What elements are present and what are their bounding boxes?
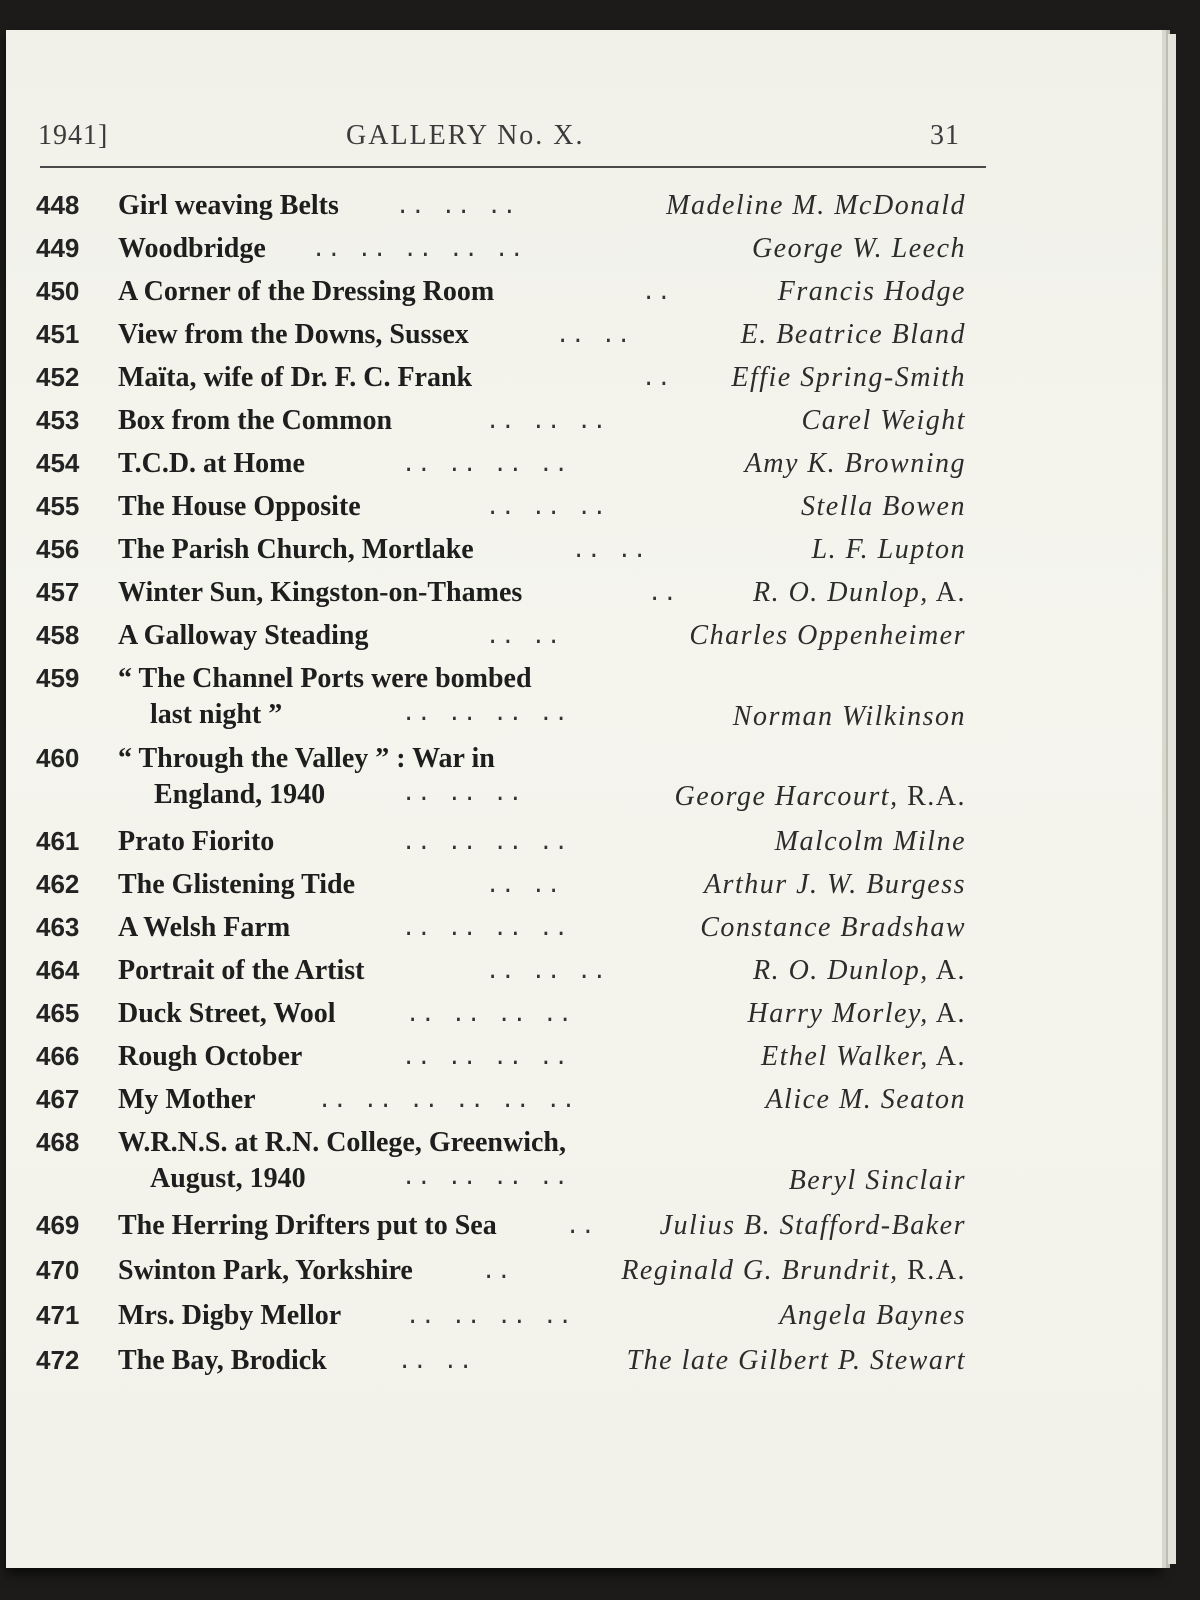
entry-number: 457 <box>36 577 80 607</box>
list-item <box>6 1345 1162 1385</box>
entry-number: 448 <box>36 190 80 220</box>
entry-number: 459 <box>36 663 80 693</box>
entry-title: “ Through the Valley ” : War in England, 1940 <box>118 743 495 810</box>
list-item <box>6 319 1162 359</box>
list-item <box>6 1255 1162 1295</box>
entry-number: 472 <box>36 1345 80 1375</box>
entry-title: Box from the Common <box>118 405 393 436</box>
leader-dots: .. .. .. .. <box>406 1304 574 1329</box>
entry-title: Swinton Park, Yorkshire <box>118 1255 413 1286</box>
entry-title: Maïta, wife of Dr. F. C. Frank <box>118 362 473 393</box>
entry-artist: Ethel Walker, A. <box>761 1041 966 1072</box>
leader-dots: .. <box>642 366 673 391</box>
list-item <box>6 448 1162 488</box>
leader-dots: .. .. <box>556 323 633 348</box>
list-item <box>6 1041 1162 1081</box>
entry-artist: Arthur J. W. Burgess <box>703 869 966 900</box>
entry-title: The Parish Church, Mortlake <box>118 534 474 565</box>
entry-title: Winter Sun, Kingston-on-Thames <box>118 577 523 608</box>
entry-number: 450 <box>36 276 80 306</box>
entry-number: 449 <box>36 233 80 263</box>
list-item <box>6 534 1162 574</box>
leader-dots: .. <box>648 581 679 606</box>
entry-artist: Harry Morley, A. <box>747 998 966 1029</box>
entry-title: W.R.N.S. at R.N. College, Greenwich, August, 1940 <box>118 1127 566 1194</box>
leader-dots: .. <box>482 1259 513 1284</box>
entry-title: Girl weaving Belts <box>118 190 339 221</box>
entry-title: A Galloway Steading <box>118 620 369 651</box>
entry-number: 467 <box>36 1084 80 1114</box>
list-item <box>6 826 1162 866</box>
leader-dots: .. .. .. .. <box>402 830 570 855</box>
entry-list <box>6 30 1162 1568</box>
entry-number: 455 <box>36 491 80 521</box>
list-item <box>6 869 1162 909</box>
entry-artist: Reginald G. Brundrit, R.A. <box>621 1255 966 1286</box>
leader-dots: .. <box>566 1214 597 1239</box>
entry-artist: Francis Hodge <box>777 276 966 307</box>
list-item <box>6 620 1162 660</box>
entry-artist: Julius B. Stafford-Baker <box>659 1210 966 1241</box>
header-year: 1941] <box>38 120 109 151</box>
entry-artist: Madeline M. McDonald <box>666 190 966 221</box>
entry-number: 471 <box>36 1300 80 1330</box>
leader-dots: .. .. .. .. <box>402 916 570 941</box>
entry-number: 452 <box>36 362 80 392</box>
entry-title: Mrs. Digby Mellor <box>118 1300 342 1331</box>
entry-artist: Effie Spring-Smith <box>731 362 966 393</box>
entry-artist: Constance Bradshaw <box>700 912 966 943</box>
leader-dots: .. .. .. .. .. .. <box>318 1088 578 1113</box>
list-item <box>6 405 1162 445</box>
entry-artist: The late Gilbert P. Stewart <box>626 1345 966 1376</box>
list-item <box>6 1084 1162 1124</box>
entry-title: Prato Fiorito <box>118 826 275 857</box>
entry-artist: George Harcourt, R.A. <box>674 781 966 812</box>
entry-number: 454 <box>36 448 80 478</box>
header-title: GALLERY No. X. <box>346 120 585 151</box>
leader-dots: .. .. .. .. <box>402 1165 570 1190</box>
entry-number: 461 <box>36 826 80 856</box>
entry-title: My Mother <box>118 1084 256 1115</box>
entry-artist: L. F. Lupton <box>811 534 966 565</box>
entry-number: 463 <box>36 912 80 942</box>
entry-number: 462 <box>36 869 80 899</box>
entry-title: The House Opposite <box>118 491 361 522</box>
header-page-number: 31 <box>930 120 960 151</box>
entry-artist: Charles Oppenheimer <box>689 620 966 651</box>
entry-artist: Carel Weight <box>801 405 966 436</box>
entry-title: View from the Downs, Sussex <box>118 319 469 350</box>
entry-title: Woodbridge <box>118 233 266 264</box>
leader-dots: .. .. .. .. <box>402 1045 570 1070</box>
leader-dots: .. .. <box>486 873 563 898</box>
entry-artist: Malcolm Milne <box>774 826 966 857</box>
entry-number: 470 <box>36 1255 80 1285</box>
leader-dots: .. .. .. .. <box>406 1002 574 1027</box>
list-item <box>6 1127 1162 1207</box>
list-item <box>6 1210 1162 1250</box>
leader-dots: .. .. .. <box>486 959 608 984</box>
entry-title: The Glistening Tide <box>118 869 356 900</box>
leader-dots: .. .. .. <box>396 194 518 219</box>
entry-title: A Corner of the Dressing Room <box>118 276 495 307</box>
entry-number: 469 <box>36 1210 80 1240</box>
entry-number: 464 <box>36 955 80 985</box>
entry-artist: George W. Leech <box>751 233 966 264</box>
entry-artist: Angela Baynes <box>779 1300 966 1331</box>
list-item <box>6 233 1162 273</box>
list-item <box>6 1300 1162 1340</box>
entry-artist: Amy K. Browning <box>744 448 966 479</box>
list-item <box>6 998 1162 1038</box>
entry-title: T.C.D. at Home <box>118 448 305 479</box>
entry-artist: Alice M. Seaton <box>765 1084 966 1115</box>
catalogue-page <box>6 30 1162 1568</box>
list-item <box>6 577 1162 617</box>
leader-dots: .. .. .. .. <box>402 701 570 726</box>
entry-title: Rough October <box>118 1041 303 1072</box>
leader-dots: .. <box>642 280 673 305</box>
entry-title: The Bay, Brodick <box>118 1345 327 1376</box>
entry-artist: R. O. Dunlop, A. <box>752 955 966 986</box>
entry-title: “ The Channel Ports were bombed last night ” <box>118 663 532 730</box>
leader-dots: .. .. .. <box>402 781 524 806</box>
entry-number: 458 <box>36 620 80 650</box>
leader-dots: .. .. <box>486 624 563 649</box>
list-item <box>6 955 1162 995</box>
list-item <box>6 491 1162 531</box>
entry-number: 466 <box>36 1041 80 1071</box>
leader-dots: .. .. .. .. .. <box>312 237 526 262</box>
entry-artist: Norman Wilkinson <box>732 701 966 732</box>
entry-title: A Welsh Farm <box>118 912 291 943</box>
list-item <box>6 190 1162 230</box>
list-item <box>6 912 1162 952</box>
entry-number: 451 <box>36 319 80 349</box>
list-item <box>6 362 1162 402</box>
entry-artist: E. Beatrice Bland <box>740 319 966 350</box>
entry-artist: Stella Bowen <box>801 491 966 522</box>
entry-title: Portrait of the Artist <box>118 955 365 986</box>
list-item <box>6 743 1162 821</box>
entry-number: 460 <box>36 743 80 773</box>
list-item <box>6 663 1162 741</box>
entry-title: Duck Street, Wool <box>118 998 336 1029</box>
entry-artist: R. O. Dunlop, A. <box>752 577 966 608</box>
list-item <box>6 276 1162 316</box>
leader-dots: .. .. .. .. <box>402 452 570 477</box>
entry-number: 453 <box>36 405 80 435</box>
leader-dots: .. .. <box>572 538 649 563</box>
leader-dots: .. .. .. <box>486 409 608 434</box>
leader-dots: .. .. <box>398 1349 475 1374</box>
leader-dots: .. .. .. <box>486 495 608 520</box>
entry-number: 465 <box>36 998 80 1028</box>
entry-title: The Herring Drifters put to Sea <box>118 1210 497 1241</box>
entry-number: 456 <box>36 534 80 564</box>
entry-artist: Beryl Sinclair <box>788 1165 966 1196</box>
entry-number: 468 <box>36 1127 80 1157</box>
